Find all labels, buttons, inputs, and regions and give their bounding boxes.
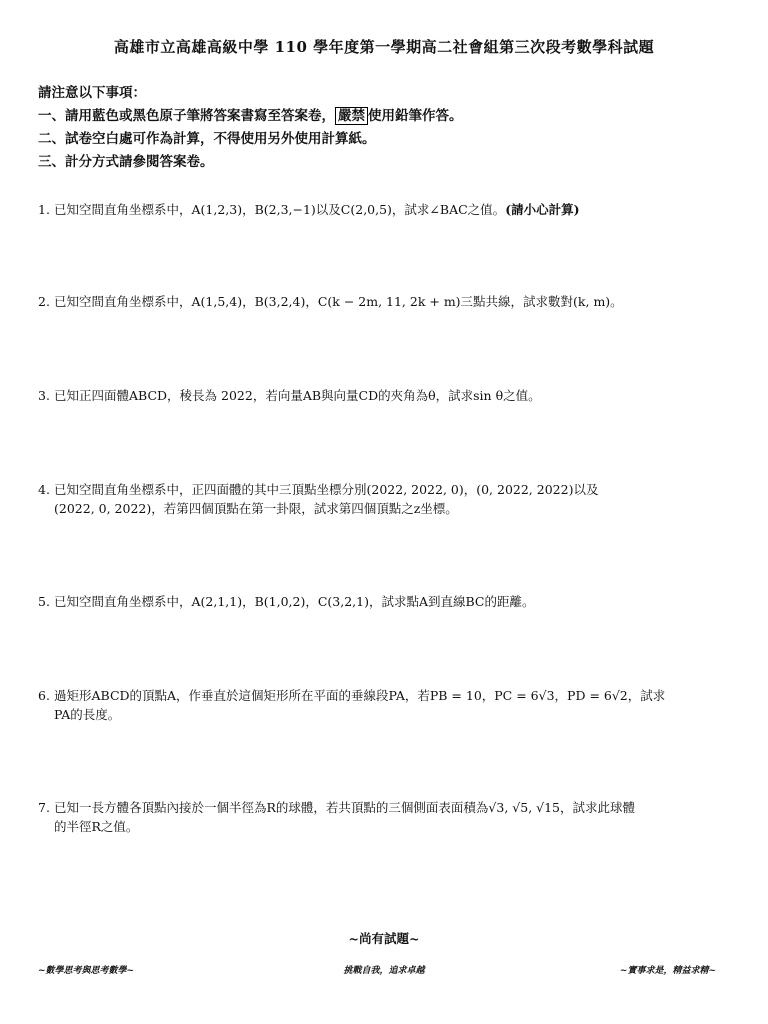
question-1 (38, 200, 748, 219)
question-2 (38, 292, 748, 311)
question-text: 已知空間直角坐標系中，正四面體的其中三頂點坐標分別(2022, 2022, 0)，(0, 2022, 2022)以及 (54, 482, 599, 497)
question-number: 2. (38, 294, 50, 309)
question-text: 已知一長方體各頂點內接於一個半徑為R的球體，若共頂點的三個側面表面積為√3, √5, √15，試求此球體 (54, 800, 636, 815)
instruction-item-1: 一、請用藍色或黑色原子筆將答案書寫至答案卷， 嚴禁 使用鉛筆作答。 (38, 108, 463, 124)
question-number: 3. (38, 388, 50, 403)
page-title: 高雄市立高雄高級中學 110 學年度第一學期高二社會組第三次段考數學科試題 (113, 38, 655, 56)
question-number: 1. (38, 202, 50, 217)
question-text: 已知空間直角坐標系中，A(1,5,4)，B(3,2,4)，C(k − 2m, 11, 2k + m)三點共線，試求數對(k, m)。 (54, 294, 623, 309)
instructions-heading: 請注意以下事項： (38, 85, 146, 101)
question-number: 4. (38, 482, 50, 497)
question-text: 已知空間直角坐標系中，A(2,1,1)，B(1,0,2)，C(3,2,1)，試求點A到直線BC的距離。 (54, 594, 535, 609)
more-questions-note: ~尚有試題~ (348, 931, 420, 946)
instruction-item-3: 三、計分方式請參閱答案卷。 (38, 154, 214, 170)
question-7 (38, 798, 748, 836)
footer-right: ~實事求是，精益求精~ (619, 966, 716, 976)
question-number: 5. (38, 594, 50, 609)
question-text: 已知正四面體ABCD，稜長為 2022，若向量AB與向量CD的夾角為θ，試求sin θ之值。 (54, 388, 541, 403)
question-5 (38, 592, 748, 611)
question-text-cont: 的半徑R之值。 (54, 819, 139, 834)
footer-left: ~數學思考與思考數學~ (38, 966, 135, 976)
question-6 (38, 686, 748, 724)
question-number: 6. (38, 688, 50, 703)
footer-center: 挑戰自我，追求卓越 (343, 966, 425, 976)
question-4 (38, 480, 748, 518)
question-text-cont: PA的長度。 (54, 707, 121, 722)
question-text: 已知空間直角坐標系中，A(1,2,3)，B(2,3,−1)以及C(2,0,5)，試求∠BAC之值。 (54, 202, 506, 217)
question-number: 7. (38, 800, 50, 815)
boxed-emphasis: 嚴禁 (335, 107, 368, 125)
instructions (38, 82, 738, 174)
question-3 (38, 386, 748, 405)
question-text: 過矩形ABCD的頂點A，作垂直於這個矩形所在平面的垂線段PA，若PB = 10，PC = 6√3，PD = 6√2，試求 (54, 688, 666, 703)
question-note: (請小心計算) (505, 202, 580, 217)
question-text-cont: (2022, 0, 2022)，若第四個頂點在第一卦限，試求第四個頂點之z坐標。 (54, 501, 458, 516)
instruction-item-2: 二、試卷空白處可作為計算，不得使用另外使用計算紙。 (38, 131, 376, 147)
